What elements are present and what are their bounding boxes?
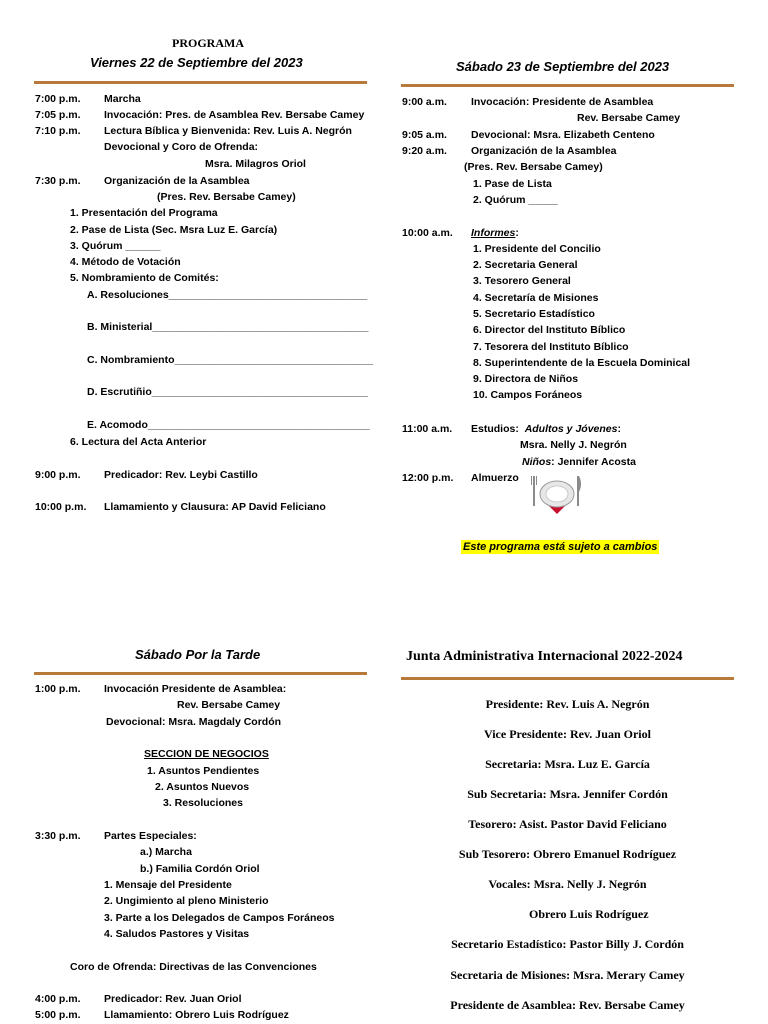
time-label: 9:20 a.m.: [402, 145, 447, 157]
junta-member: Secretaria de Misiones: Msra. Merary Camey: [450, 968, 685, 982]
section-rule: [401, 677, 734, 680]
comite-line: D. Escrutiñio_____________________________________: [87, 386, 368, 398]
event-text: Invocación: Presidente de Asamblea: [471, 96, 654, 108]
time-label: 11:00 a.m.: [402, 423, 453, 435]
ninos-name: : Jennifer Acosta: [551, 456, 636, 468]
time-label: 7:30 p.m.: [35, 175, 81, 187]
event-text: Devocional: Msra. Magdaly Cordón: [106, 716, 282, 728]
list-item: 2. Quórum _____: [473, 194, 558, 206]
comite-line: B. Ministerial_____________________________________: [87, 321, 369, 333]
coro-text: Coro de Ofrenda: Directivas de las Convenciones: [70, 961, 317, 973]
list-item: 1. Asuntos Pendientes: [147, 765, 260, 777]
junta-member: Vocales: Msra. Nelly J. Negrón: [488, 877, 647, 891]
tarde-heading: Sábado Por la Tarde: [135, 647, 261, 662]
list-item: 10. Campos Foráneos: [473, 389, 583, 401]
time-label: 7:10 p.m.: [35, 125, 81, 137]
estudios-line: Estudios: Adultos y Jóvenes:: [471, 423, 621, 435]
programa-heading: PROGRAMA: [172, 36, 244, 50]
event-text: Invocación: Pres. de Asamblea Rev. Bersabe Camey: [104, 109, 365, 121]
event-text: Msra. Nelly J. Negrón: [520, 439, 627, 451]
event-text: Devocional: Msra. Elizabeth Centeno: [471, 129, 655, 141]
list-item: a.) Marcha: [140, 846, 192, 858]
seccion-negocios-heading: SECCION DE NEGOCIOS: [144, 748, 269, 760]
event-text: Rev. Bersabe Camey: [577, 112, 681, 124]
time-label: 9:00 a.m.: [402, 96, 447, 108]
event-text: (Pres. Rev. Bersabe Camey): [157, 191, 296, 203]
event-text: Predicador: Rev. Leybi Castillo: [104, 469, 258, 481]
event-text: Organización de la Asamblea: [471, 145, 617, 157]
event-text: Organización de la Asamblea: [104, 175, 250, 187]
junta-member: Obrero Luis Rodríguez: [529, 907, 649, 921]
junta-member: Sub Tesorero: Obrero Emanuel Rodríguez: [458, 847, 677, 861]
cambios-notice: [461, 537, 659, 555]
list-item: 5. Nombramiento de Comités:: [70, 272, 219, 284]
time-label: 10:00 p.m.: [35, 501, 87, 513]
junta-member: Tesorero: Asist. Pastor David Feliciano: [468, 817, 667, 831]
junta-member: Vice Presidente: Rev. Juan Oriol: [484, 727, 651, 741]
cambios-text: Este programa está sujeto a cambios: [463, 541, 658, 553]
sabado-date-heading: Sábado 23 de Septiembre del 2023: [456, 59, 670, 74]
junta-heading: Junta Administrativa Internacional 2022-2024: [406, 649, 683, 664]
section-rule: [34, 81, 367, 84]
event-text: Llamamiento: Obrero Luis Rodríguez: [104, 1009, 289, 1021]
event-text: Partes Especiales:: [104, 830, 197, 842]
junta-member: Presidente de Asamblea: Rev. Bersabe Camey: [450, 998, 685, 1012]
list-item: 6. Director del Instituto Bíblico: [473, 324, 626, 336]
event-text: Rev. Bersabe Camey: [177, 699, 281, 711]
time-label: 7:00 p.m.: [35, 93, 81, 105]
adultos-label: Adultos y Jóvenes: [524, 423, 618, 435]
list-item: 1. Mensaje del Presidente: [104, 879, 232, 891]
list-item: 4. Método de Votación: [70, 256, 181, 268]
event-text: Almuerzo: [471, 472, 519, 484]
event-text: Invocación Presidente de Asamblea:: [104, 683, 287, 695]
time-label: 10:00 a.m.: [402, 227, 453, 239]
ninos-line: [522, 456, 636, 468]
event-text: Marcha: [104, 93, 141, 105]
list-item: 1. Pase de Lista: [473, 178, 552, 190]
time-label: 9:00 p.m.: [35, 469, 81, 481]
junta-member: Presidente: Rev. Luis A. Negrón: [485, 697, 650, 711]
event-text: Predicador: Rev. Juan Oriol: [104, 993, 242, 1005]
list-item: 8. Superintendente de la Escuela Dominical: [473, 357, 691, 369]
list-item: 4. Saludos Pastores y Visitas: [104, 928, 250, 940]
comite-line: A. Resoluciones__________________________________: [87, 289, 368, 301]
list-item: 2. Pase de Lista (Sec. Msra Luz E. García): [70, 224, 278, 236]
time-label: 12:00 p.m.: [402, 472, 454, 484]
comite-line: E. Acomodo______________________________________: [87, 419, 370, 431]
event-text: Lectura Bíblica y Bienvenida: Rev. Luis A. Negrón: [104, 125, 352, 137]
list-item: b.) Familia Cordón Oriol: [140, 863, 260, 875]
informes-heading: Informes: [471, 227, 516, 239]
list-item: 6. Lectura del Acta Anterior: [70, 436, 207, 448]
time-label: 5:00 p.m.: [35, 1009, 81, 1021]
event-text: Devocional y Coro de Ofrenda:: [104, 141, 259, 153]
section-rule: [34, 672, 367, 675]
time-label: 3:30 p.m.: [35, 830, 81, 842]
comite-line: C. Nombramiento__________________________________: [87, 354, 374, 366]
estudios-label: Estudios:: [471, 423, 519, 435]
time-label: 7:05 p.m.: [35, 109, 81, 121]
list-item: 3. Parte a los Delegados de Campos Foráneos: [104, 912, 335, 924]
time-label: 4:00 p.m.: [35, 993, 81, 1005]
list-item: 5. Secretario Estadístico: [473, 308, 595, 320]
time-label: 9:05 a.m.: [402, 129, 447, 141]
list-item: 2. Asuntos Nuevos: [155, 781, 250, 793]
list-item: 3. Tesorero General: [473, 275, 571, 287]
list-item: 3. Quórum ______: [70, 240, 161, 252]
event-text: Msra. Milagros Oriol: [205, 158, 306, 170]
event-text: (Pres. Rev. Bersabe Camey): [464, 161, 603, 173]
junta-member: Sub Secretaria: Msra. Jennifer Cordón: [467, 787, 668, 801]
junta-member: Secretario Estadístico: Pastor Billy J. Cordón: [451, 937, 684, 951]
plate-cutlery-icon: [528, 470, 586, 516]
list-item: 7. Tesorera del Instituto Bíblico: [473, 341, 629, 353]
viernes-date-heading: Viernes 22 de Septiembre del 2023: [90, 55, 303, 70]
informes-label: Informes:: [471, 227, 519, 239]
list-item: 1. Presentación del Programa: [70, 207, 218, 219]
list-item: 3. Resoluciones: [163, 797, 243, 809]
ninos-label: Niños: [522, 456, 552, 468]
time-label: 1:00 p.m.: [35, 683, 81, 695]
list-item: 1. Presidente del Concilio: [473, 243, 601, 255]
list-item: 2. Secretaria General: [473, 259, 578, 271]
list-item: 2. Ungimiento al pleno Ministerio: [104, 895, 269, 907]
list-item: 4. Secretaría de Misiones: [473, 292, 599, 304]
list-item: 9. Directora de Niños: [473, 373, 579, 385]
event-text: Llamamiento y Clausura: AP David Feliciano: [104, 501, 326, 513]
section-rule: [401, 84, 734, 87]
junta-member: Secretaria: Msra. Luz E. García: [485, 757, 650, 771]
